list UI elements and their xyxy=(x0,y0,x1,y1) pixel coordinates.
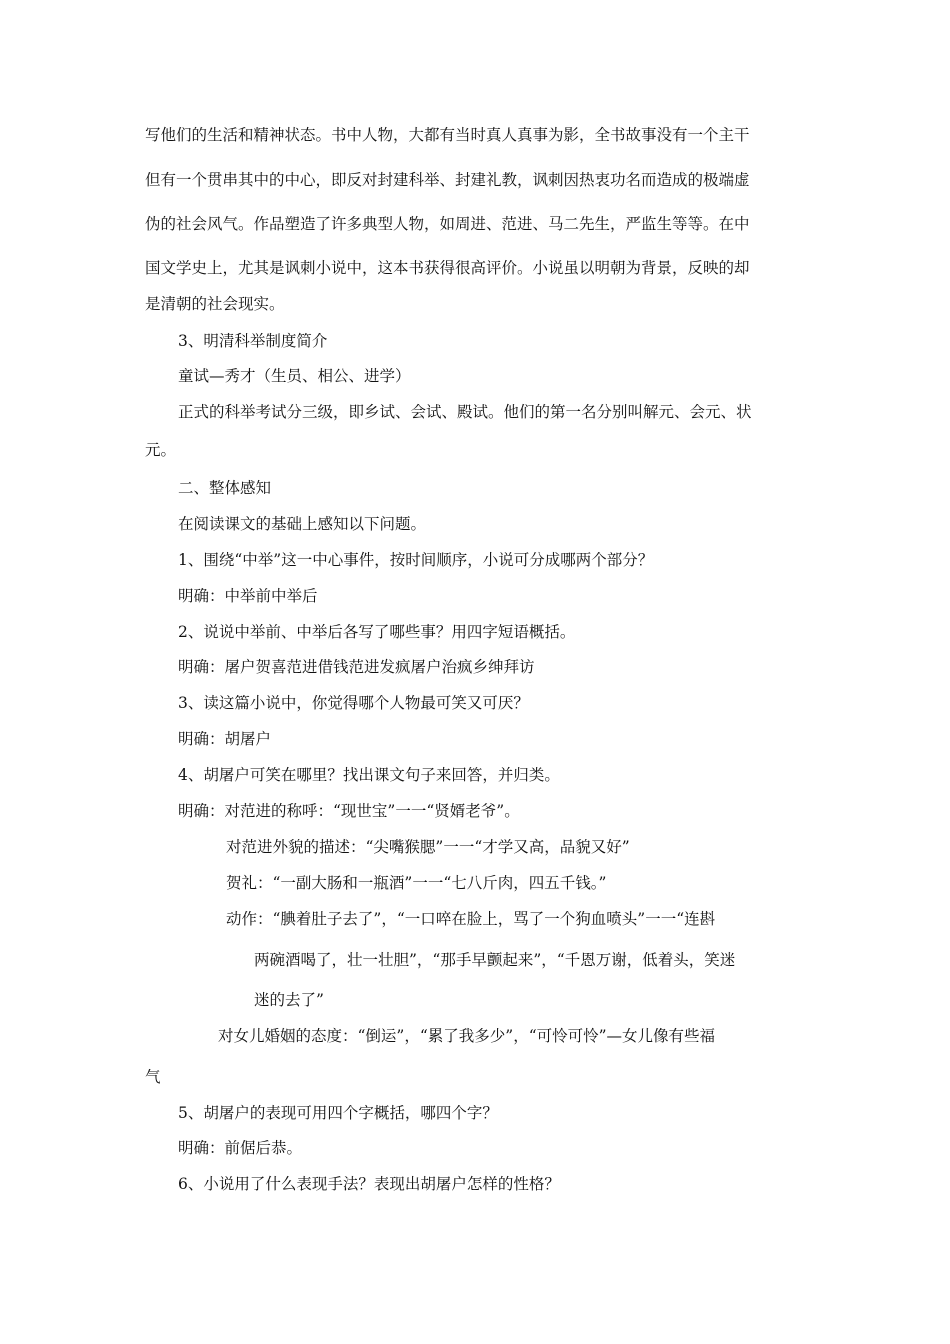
paragraph-line: 是清朝的社会现实。 xyxy=(145,295,285,313)
answer-detail-line: 动作：“腆着肚子去了”，“一口啐在脸上，骂了一个狗血喷头”一一“连斟 xyxy=(226,910,716,928)
answer-line: 明确：前倨后恭。 xyxy=(178,1139,303,1157)
question-line: 4、胡屠户可笑在哪里？找出课文句子来回答，并归类。 xyxy=(178,766,560,784)
answer-detail-line: 贺礼：“一副大肠和一瓶酒”一一“七八斤肉，四五千钱。” xyxy=(226,874,607,892)
paragraph-line: 伪的社会风气。作品塑造了许多典型人物，如周进、范进、马二先生，严监生等等。在中 xyxy=(145,215,750,233)
paragraph-line: 童试—秀才（生员、相公、进学） xyxy=(178,367,411,385)
answer-line: 明确：对范进的称呼：“现世宝”一一“贤婿老爷”。 xyxy=(178,802,520,820)
question-line: 6、小说用了什么表现手法？表现出胡屠户怎样的性格？ xyxy=(178,1175,560,1193)
question-line: 5、胡屠户的表现可用四个字概括，哪四个字？ xyxy=(178,1104,498,1122)
paragraph-line: 正式的科举考试分三级，即乡试、会试、殿试。他们的第一名分别叫解元、会元、状 xyxy=(178,403,752,421)
question-line: 3、读这篇小说中，你觉得哪个人物最可笑又可厌？ xyxy=(178,694,529,712)
paragraph-line: 国文学史上，尤其是讽刺小说中，这本书获得很高评价。小说虽以明朝为背景，反映的却 xyxy=(145,259,750,277)
paragraph-line: 元。 xyxy=(145,441,177,459)
paragraph-line: 但有一个贯串其中的中心，即反对封建科举、封建礼教，讽刺因热衷功名而造成的极端虚 xyxy=(145,171,750,189)
question-line: 2、说说中举前、中举后各写了哪些事？用四字短语概括。 xyxy=(178,623,576,641)
section-heading: 二、整体感知 xyxy=(178,479,272,497)
answer-line: 明确：胡屠户 xyxy=(178,730,272,748)
paragraph-line: 在阅读课文的基础上感知以下问题。 xyxy=(178,515,427,533)
question-line: 1、围绕“中举”这一中心事件，按时间顺序，小说可分成哪两个部分？ xyxy=(178,551,654,569)
answer-detail-line: 对女儿婚姻的态度：“倒运”，“累了我多少”，“可怜可怜”—女儿像有些福 xyxy=(218,1027,716,1045)
answer-detail-line: 对范进外貌的描述：“尖嘴猴腮”一一“才学又高，品貌又好” xyxy=(226,838,630,856)
section-heading: 3、明清科举制度简介 xyxy=(178,332,328,350)
answer-line: 明确：屠户贺喜范进借钱范进发疯屠户治疯乡绅拜访 xyxy=(178,658,535,676)
answer-detail-line: 气 xyxy=(145,1068,161,1086)
answer-line: 明确：中举前中举后 xyxy=(178,587,318,605)
answer-detail-line: 两碗酒喝了，壮一壮胆”，“那手早颤起来”，“千恩万谢，低着头，笑迷 xyxy=(254,951,736,969)
paragraph-line: 写他们的生活和精神状态。书中人物，大都有当时真人真事为影，全书故事没有一个主干 xyxy=(145,126,750,144)
answer-detail-line: 迷的去了” xyxy=(254,991,324,1009)
